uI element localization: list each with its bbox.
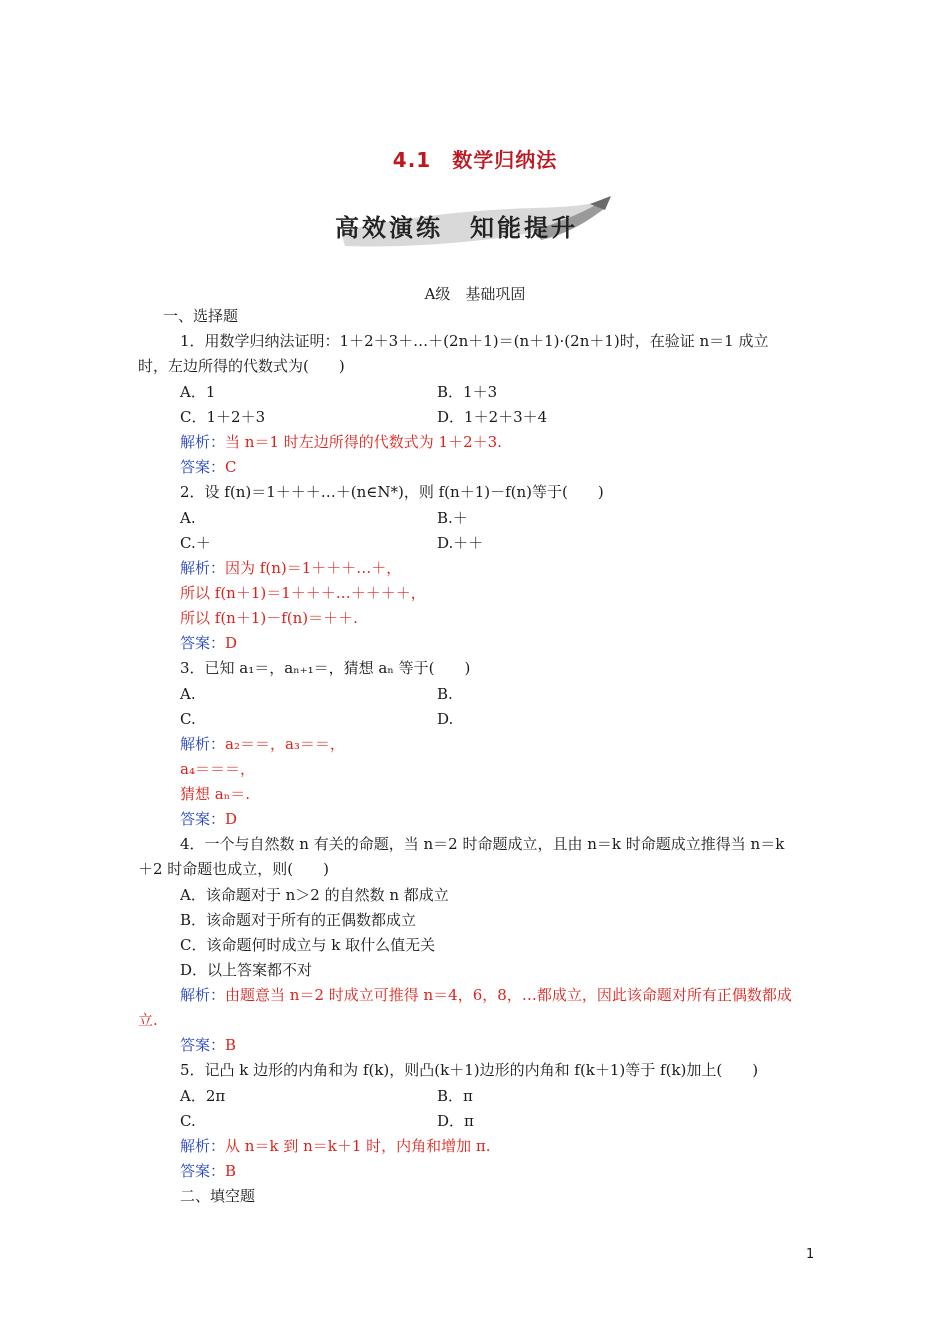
text-line: 4．一个与自然数 n 有关的命题，当 n＝2 时命题成立，且由 n＝k 时命题成立推得当 n＝k — [180, 835, 785, 853]
answer-text: 由题意当 n＝2 时成立可推得 n＝4，6，8，…都成立，因此该命题对所有正偶数都成 — [225, 986, 792, 1004]
answer-label: 解析： — [180, 559, 226, 577]
text-line — [180, 558, 401, 578]
answer-text: B — [225, 1036, 237, 1054]
text-line: D．以上答案都不对 — [180, 961, 313, 979]
text-line — [180, 809, 237, 829]
answer-label: 答案： — [180, 1036, 226, 1054]
answer-label: 答案： — [180, 1162, 226, 1180]
answer-label: 答案： — [180, 634, 226, 652]
text-line — [180, 432, 502, 452]
text-line: B．该命题对于所有的正偶数都成立 — [180, 911, 417, 929]
text-line: 所以 f(n＋1)＝1＋＋＋…＋＋＋＋， — [180, 584, 426, 602]
text-line — [180, 1136, 491, 1156]
text-line: 2．设 f(n)＝1＋＋＋…＋(n∈N*)，则 f(n＋1)－f(n)等于( ) — [180, 483, 604, 501]
text-line: 猜想 aₙ＝. — [180, 785, 250, 803]
banner-text: 高效演练 知能提升 — [335, 214, 578, 242]
text-line: a₄＝＝＝， — [180, 760, 255, 778]
answer-label: 解析： — [180, 735, 226, 753]
text-line — [180, 1035, 236, 1055]
text-line: A．1 — [180, 383, 216, 401]
text-line: ＋2 时命题也成立，则( ) — [138, 860, 330, 878]
answer-text: a₂＝＝，a₃＝＝， — [225, 735, 345, 753]
text-line: A. — [180, 509, 196, 527]
text-line — [180, 985, 792, 1005]
text-line: 3．已知 a₁＝，aₙ₊₁＝，猜想 aₙ 等于( ) — [180, 659, 471, 677]
text-line: B．π — [437, 1087, 473, 1105]
answer-label: 答案： — [180, 458, 226, 476]
page-title: 4.1 数学归纳法 — [392, 148, 558, 172]
answer-text: D — [225, 810, 238, 828]
answer-label: 解析： — [180, 1137, 226, 1155]
text-line — [180, 734, 345, 754]
page-number: 1 — [806, 1247, 815, 1262]
answer-text: C — [225, 458, 237, 476]
text-line: 一、选择题 — [163, 307, 239, 325]
answer-text: B — [225, 1162, 237, 1180]
text-line: C. — [180, 710, 196, 728]
answer-text: D — [225, 634, 238, 652]
text-line: 二、填空题 — [180, 1187, 256, 1205]
text-line: C. — [180, 1112, 196, 1130]
text-line — [180, 1161, 236, 1181]
text-line: C.＋ — [180, 534, 211, 552]
text-line: D．π — [437, 1112, 474, 1130]
text-line: B．1＋3 — [437, 383, 498, 401]
answer-text: 因为 f(n)＝1＋＋＋…＋， — [225, 559, 402, 577]
text-line: D.＋＋ — [437, 534, 484, 552]
text-line: A. — [180, 685, 196, 703]
text-line: 5．记凸 k 边形的内角和为 f(k)，则凸(k＋1)边形的内角和 f(k＋1)等于 f(k)加上( ) — [180, 1061, 759, 1079]
text-line: C．1＋2＋3 — [180, 408, 266, 426]
text-line: D．1＋2＋3＋4 — [437, 408, 548, 426]
answer-label: 答案： — [180, 810, 226, 828]
text-line: D. — [437, 710, 454, 728]
level-heading: A级 基础巩固 — [424, 285, 526, 303]
text-line: 1．用数学归纳法证明：1＋2＋3＋…＋(2n＋1)＝(n＋1)·(2n＋1)时，在验证 n＝1 成立 — [180, 332, 769, 350]
answer-text: 从 n＝k 到 n＝k＋1 时，内角和增加 π. — [225, 1137, 491, 1155]
text-line: 所以 f(n＋1)－f(n)＝＋＋. — [180, 609, 358, 627]
text-line: A．该命题对于 n＞2 的自然数 n 都成立 — [180, 886, 449, 904]
answer-label: 解析： — [180, 433, 226, 451]
text-line: 立. — [138, 1011, 158, 1029]
text-line: B. — [437, 685, 453, 703]
text-line — [180, 457, 237, 477]
text-line: C．该命题何时成立与 k 取什么值无关 — [180, 936, 436, 954]
answer-text: 当 n＝1 时左边所得的代数式为 1＋2＋3. — [225, 433, 502, 451]
section-banner — [335, 192, 615, 254]
text-line: 时，左边所得的代数式为( ) — [138, 357, 345, 375]
answer-label: 解析： — [180, 986, 226, 1004]
text-line — [180, 633, 237, 653]
text-line: B.＋ — [437, 509, 468, 527]
text-line: A．2π — [180, 1087, 226, 1105]
